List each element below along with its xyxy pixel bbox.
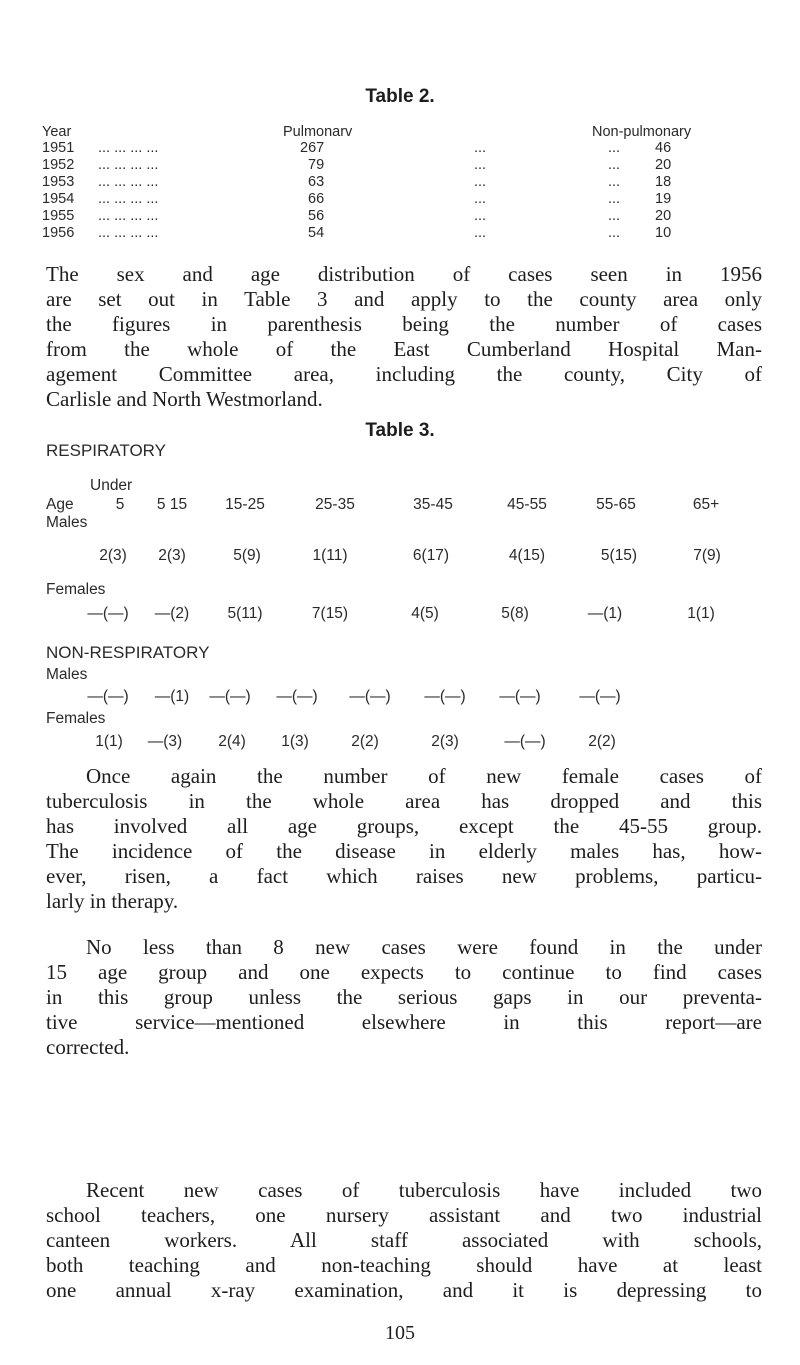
table-3-cell: —(—) xyxy=(209,688,251,705)
table-2-header-pulmonary: Pulmonarv xyxy=(283,124,353,140)
table-3-cell: 4(15) xyxy=(508,547,546,564)
text-line: Recent new cases of tuberculosis have included two xyxy=(86,1178,762,1202)
leader-dots: ... xyxy=(608,140,621,156)
table-3-cell: —(2) xyxy=(154,605,190,622)
table-2-non-pulmonary: 20 xyxy=(655,157,672,173)
paragraph-sex-age-distribution xyxy=(46,262,762,412)
table-3-cell: —(—) xyxy=(87,688,129,705)
table-2-non-pulmonary: 19 xyxy=(655,191,672,207)
table-3-cell: —(—) xyxy=(504,733,546,750)
table-2-pulmonary: 54 xyxy=(308,225,325,241)
table-2-year: 1954 xyxy=(42,191,75,207)
table-3-cell: 5(8) xyxy=(501,605,529,622)
table-3-cell: 2(4) xyxy=(218,733,246,750)
text-line: has involved all age groups, except the 45-55 group. xyxy=(46,814,762,838)
table-3-cell: 7(15) xyxy=(311,605,349,622)
leader-dots: ... ... ... ... xyxy=(98,174,159,190)
leader-dots: ... ... ... ... xyxy=(98,140,159,156)
leader-dots: ... xyxy=(608,225,621,241)
text-line: one annual x-ray examination, and it is depressing to xyxy=(46,1278,762,1302)
leader-dots: ... xyxy=(608,208,621,224)
table-2-pulmonary: 66 xyxy=(308,191,325,207)
table-2-non-pulmonary: 46 xyxy=(655,140,672,156)
table-3-cell: 6(17) xyxy=(412,547,450,564)
table-2-year: 1955 xyxy=(42,208,75,224)
age-group-header: 35-45 xyxy=(413,496,453,513)
table-3-cell: 5(11) xyxy=(227,605,263,622)
text-line: 15 age group and one expects to continue to find cases xyxy=(46,960,762,984)
table-3-cell: 2(3) xyxy=(99,547,127,564)
text-line: tive service—mentioned elsewhere in this report—are xyxy=(46,1010,762,1034)
leader-dots: ... xyxy=(608,191,621,207)
table-3-cell: —(—) xyxy=(579,688,621,705)
table-2-pulmonary: 56 xyxy=(308,208,325,224)
leader-dots: ... xyxy=(608,157,621,173)
table-2-header-year: Year xyxy=(42,124,72,140)
page-number: 105 xyxy=(385,1322,415,1344)
table-3-cell: 1(3) xyxy=(281,733,309,750)
age-group-header: 5 xyxy=(115,496,125,513)
age-group-header: 5 15 xyxy=(156,496,188,513)
text-line: agement Committee area, including the county, City of xyxy=(46,362,762,386)
text-line: school teachers, one nursery assistant and two industrial xyxy=(46,1203,762,1227)
leader-dots: ... xyxy=(474,157,487,173)
table-3-cell: —(1) xyxy=(587,605,623,622)
table-3-cell: —(3) xyxy=(147,733,183,750)
leader-dots: ... xyxy=(474,140,487,156)
text-line: The incidence of the disease in elderly males has, how- xyxy=(46,839,762,863)
table-3-cell: 2(3) xyxy=(158,547,186,564)
paragraph-recent-cases xyxy=(46,1178,762,1303)
table-3-cell: —(—) xyxy=(276,688,318,705)
table-3-cell: 5(15) xyxy=(600,547,638,564)
age-group-header: 55-65 xyxy=(596,496,636,513)
table-2-pulmonary: 79 xyxy=(308,157,325,173)
text-line: The sex and age distribution of cases seen in 1956 xyxy=(46,262,762,286)
table-2-non-pulmonary: 18 xyxy=(655,174,672,190)
table-2-title: Table 2. xyxy=(365,86,435,107)
text-line: corrected. xyxy=(46,1035,130,1059)
text-line: canteen workers. All staff associated with schools, xyxy=(46,1228,762,1252)
age-group-header: 15-25 xyxy=(225,496,265,513)
text-line: ever, risen, a fact which raises new problems, particu- xyxy=(46,864,762,888)
non-respiratory-heading: NON-RESPIRATORY xyxy=(46,643,210,662)
age-group-header: 45-55 xyxy=(507,496,547,513)
leader-dots: ... xyxy=(474,191,487,207)
paragraph-female-cases xyxy=(46,764,762,914)
leader-dots: ... ... ... ... xyxy=(98,157,159,173)
table-2-year: 1956 xyxy=(42,225,75,241)
table-3-cell: 7(9) xyxy=(693,547,721,564)
text-line: from the whole of the East Cumberland Hospital Man- xyxy=(46,337,762,361)
respiratory-heading: RESPIRATORY xyxy=(46,441,166,460)
table-3-cell: 1(1) xyxy=(95,733,123,750)
leader-dots: ... xyxy=(474,208,487,224)
text-line: Carlisle and North Westmorland. xyxy=(46,387,323,411)
age-label: Age xyxy=(46,496,74,513)
table-2-pulmonary: 267 xyxy=(300,140,325,156)
table-3-cell: —(—) xyxy=(499,688,541,705)
table-2-year: 1951 xyxy=(42,140,75,156)
respiratory-males-label: Males xyxy=(46,514,88,531)
table-2-header-non-pulmonary: Non-pulmonary xyxy=(592,124,692,140)
table-2-year: 1952 xyxy=(42,157,75,173)
table-3-cell: 2(2) xyxy=(351,733,379,750)
leader-dots: ... ... ... ... xyxy=(98,225,159,241)
text-line: are set out in Table 3 and apply to the county area only xyxy=(46,287,762,311)
text-line: No less than 8 new cases were found in the under xyxy=(86,935,762,959)
table-2-non-pulmonary: 20 xyxy=(655,208,672,224)
leader-dots: ... xyxy=(474,225,487,241)
age-group-header: 25-35 xyxy=(315,496,355,513)
table-3-cell: —(1) xyxy=(154,688,190,705)
non-respiratory-females-label: Females xyxy=(46,710,106,727)
paragraph-under-15 xyxy=(46,935,762,1060)
non-respiratory-males-label: Males xyxy=(46,666,88,683)
leader-dots: ... ... ... ... xyxy=(98,208,159,224)
respiratory-females-label: Females xyxy=(46,581,106,598)
text-line: Once again the number of new female cases of xyxy=(86,764,762,788)
table-3-cell: 1(1) xyxy=(687,605,715,622)
table-2-non-pulmonary: 10 xyxy=(655,225,672,241)
text-line: both teaching and non-teaching should have at least xyxy=(46,1253,762,1277)
table-3-cell: 1(11) xyxy=(312,547,348,564)
table-3-cell: —(—) xyxy=(87,605,129,622)
table-2-year: 1953 xyxy=(42,174,75,190)
table-3-cell: 2(2) xyxy=(588,733,616,750)
table-3-cell: —(—) xyxy=(424,688,466,705)
leader-dots: ... xyxy=(474,174,487,190)
text-line: the figures in parenthesis being the number of cases xyxy=(46,312,762,336)
table-3-cell: 5(9) xyxy=(233,547,261,564)
table-3-cell: 4(5) xyxy=(411,605,439,622)
text-line: larly in therapy. xyxy=(46,889,179,913)
age-group-header: 65+ xyxy=(692,496,720,513)
table-2-pulmonary: 63 xyxy=(308,174,325,190)
leader-dots: ... xyxy=(608,174,621,190)
table-3-cell: 2(3) xyxy=(431,733,459,750)
under-label: Under xyxy=(90,477,133,494)
table-3-title: Table 3. xyxy=(365,420,435,441)
table-3-cell: —(—) xyxy=(349,688,391,705)
text-line: tuberculosis in the whole area has dropped and this xyxy=(46,789,762,813)
leader-dots: ... ... ... ... xyxy=(98,191,159,207)
text-line: in this group unless the serious gaps in our preventa- xyxy=(46,985,762,1009)
